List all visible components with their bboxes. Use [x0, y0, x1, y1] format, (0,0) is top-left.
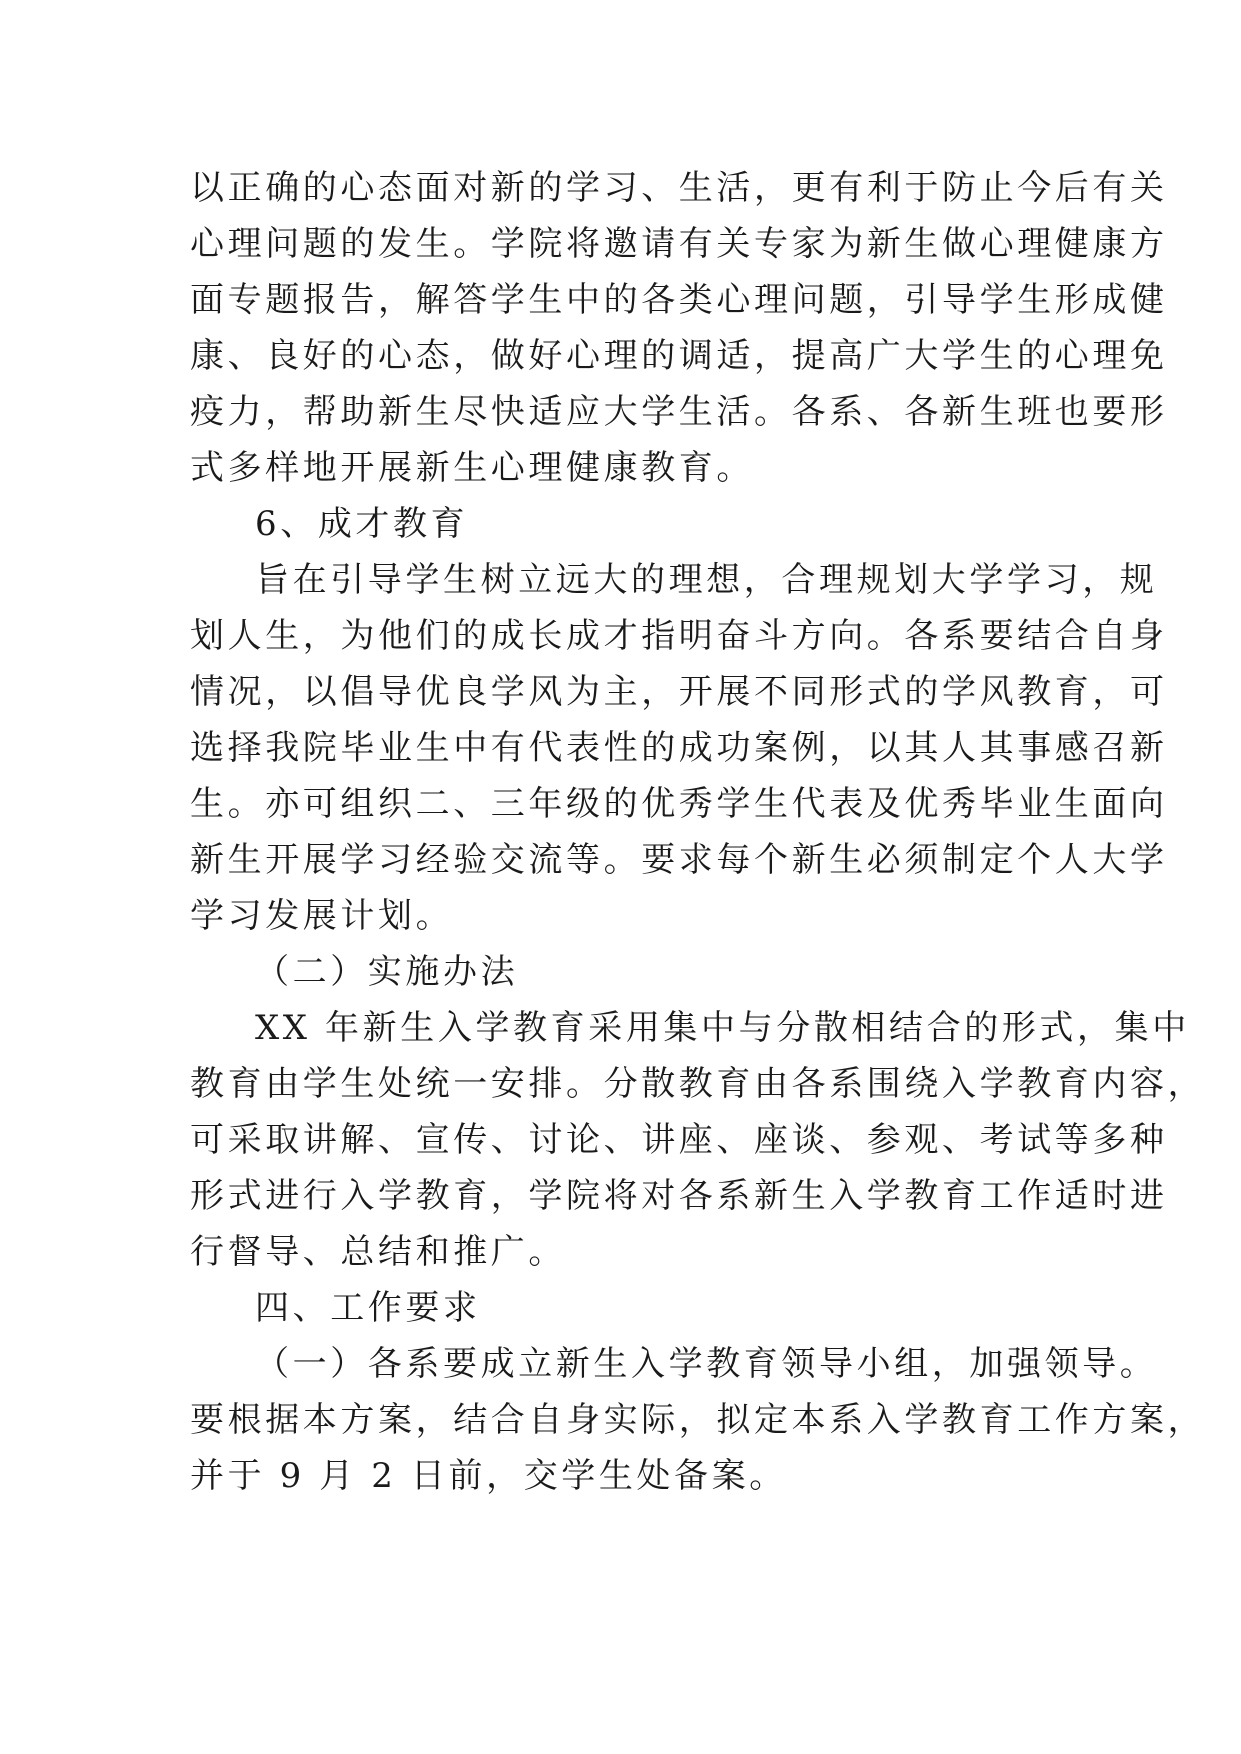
paragraph-line: 要根据本方案，结合自身实际，拟定本系入学教育工作方案， — [190, 1400, 1206, 1440]
paragraph-line: （一）各系要成立新生入学教育领导小组，加强领导。 — [255, 1344, 1158, 1384]
paragraph-line: 旨在引导学生树立远大的理想，合理规划大学学习，规 — [255, 560, 1158, 600]
paragraph-line: 行督导、总结和推广。 — [190, 1232, 566, 1272]
paragraph-line: 康、良好的心态，做好心理的调适，提高广大学生的心理免 — [190, 336, 1168, 376]
paragraph-line: 并于 9 月 2 日前，交学生处备案。 — [190, 1456, 787, 1496]
paragraph-line: 以正确的心态面对新的学习、生活，更有利于防止今后有关 — [190, 168, 1168, 208]
paragraph-line: 可采取讲解、宣传、讨论、讲座、座谈、参观、考试等多种 — [190, 1120, 1168, 1160]
paragraph-line: 学习发展计划。 — [190, 896, 454, 936]
section-heading: 四、工作要求 — [255, 1288, 481, 1328]
paragraph-line: 新生开展学习经验交流等。要求每个新生必须制定个人大学 — [190, 840, 1168, 880]
paragraph-line: 形式进行入学教育，学院将对各系新生入学教育工作适时进 — [190, 1176, 1168, 1216]
paragraph-line: 选择我院毕业生中有代表性的成功案例，以其人其事感召新 — [190, 728, 1168, 768]
paragraph-line: 划人生，为他们的成长成才指明奋斗方向。各系要结合自身 — [190, 616, 1168, 656]
section-heading: 6、成才教育 — [255, 504, 469, 544]
paragraph-line: 心理问题的发生。学院将邀请有关专家为新生做心理健康方 — [190, 224, 1168, 264]
paragraph-line: 情况，以倡导优良学风为主，开展不同形式的学风教育，可 — [190, 672, 1168, 712]
paragraph-line: 式多样地开展新生心理健康教育。 — [190, 448, 754, 488]
paragraph-line: 疫力，帮助新生尽快适应大学生活。各系、各新生班也要形 — [190, 392, 1168, 432]
section-heading: （二）实施办法 — [255, 952, 519, 992]
paragraph-line: 面专题报告，解答学生中的各类心理问题，引导学生形成健 — [190, 280, 1168, 320]
paragraph-line: XX 年新生入学教育采用集中与分散相结合的形式，集中 — [255, 1008, 1190, 1048]
paragraph-line: 教育由学生处统一安排。分散教育由各系围绕入学教育内容， — [190, 1064, 1206, 1104]
paragraph-line: 生。亦可组织二、三年级的优秀学生代表及优秀毕业生面向 — [190, 784, 1168, 824]
